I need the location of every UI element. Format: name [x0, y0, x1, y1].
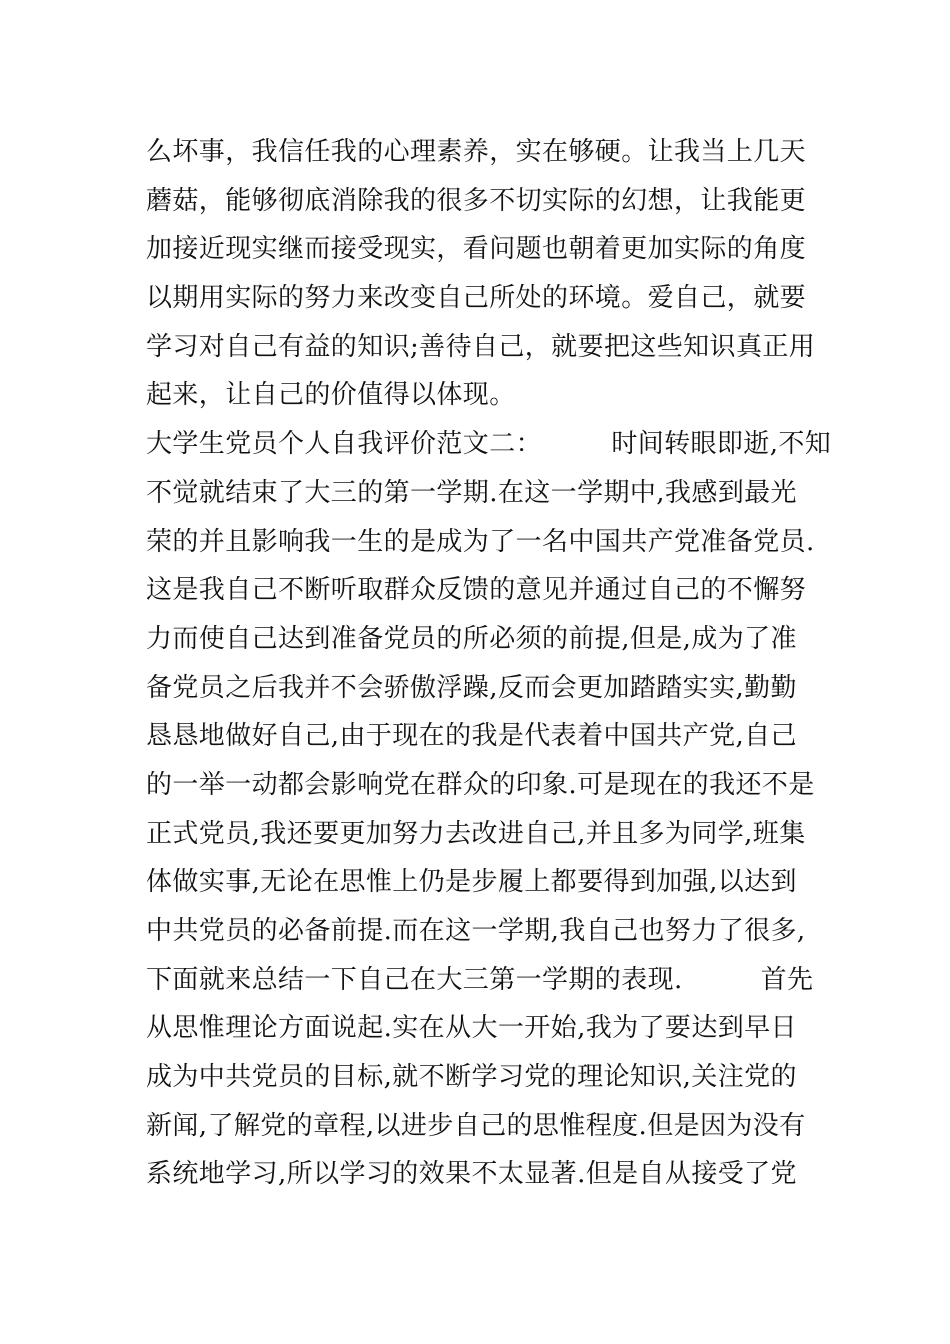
- text-line: 下面就来总结一下自己在大三第一学期的表现. 首先: [146, 964, 814, 995]
- text-line: 成为中共党员的目标,就不断学习党的理论知识,关注党的: [146, 1062, 797, 1093]
- text-line: 力而使自己达到准备党员的所必须的前提,但是,成为了准: [146, 623, 797, 654]
- text-line: 学习对自己有益的知识;善待自己，就要把这些知识真正用: [146, 331, 816, 362]
- text-line: 体做实事,无论在思惟上仍是步履上都要得到加强,以达到: [146, 867, 797, 898]
- text-line: 备党员之后我并不会骄傲浮躁,反而会更加踏踏实实,勤勤: [146, 672, 797, 703]
- text-line: 蘑菇，能够彻底消除我的很多不切实际的幻想，让我能更: [146, 185, 807, 216]
- text-line: 恳恳地做好自己,由于现在的我是代表着中国共产党,自己: [146, 721, 797, 752]
- text-line: 加接近现实继而接受现实，看问题也朝着更加实际的角度: [146, 234, 807, 265]
- text-line: 正式党员,我还要更加努力去改进自己,并且多为同学,班集: [146, 818, 806, 849]
- body-text: [146, 128, 832, 1199]
- text-line: 不觉就结束了大三的第一学期.在这一学期中,我感到最光: [146, 477, 797, 508]
- text-line: 起来，让自己的价值得以体现。: [146, 380, 516, 411]
- text-line: 以期用实际的努力来改变自己所处的环境。爱自己，就要: [146, 283, 807, 314]
- text-line: 新闻,了解党的章程,以进步自己的思惟程度.但是因为没有: [146, 1110, 806, 1141]
- text-line: 中共党员的必备前提.而在这一学期,我自己也努力了很多,: [146, 916, 806, 946]
- text-line: 荣的并且影响我一生的是成为了一名中国共产党准备党员.: [146, 526, 815, 557]
- text-line: 的一举一动都会影响党在群众的印象.可是现在的我还不是: [146, 769, 815, 800]
- text-line: 么坏事，我信任我的心理素养，实在够硬。让我当上几天: [146, 137, 807, 167]
- text-line: 系统地学习,所以学习的效果不太显著.但是自从接受了党: [146, 1159, 797, 1190]
- section-heading-line: 大学生党员个人自我评价范文二： 时间转眼即逝,不知: [146, 429, 832, 460]
- text-line: 这是我自己不断听取群众反馈的意见并通过自己的不懈努: [146, 575, 807, 606]
- text-line: 从思惟理论方面说起.实在从大一开始,我为了要达到早日: [146, 1013, 797, 1044]
